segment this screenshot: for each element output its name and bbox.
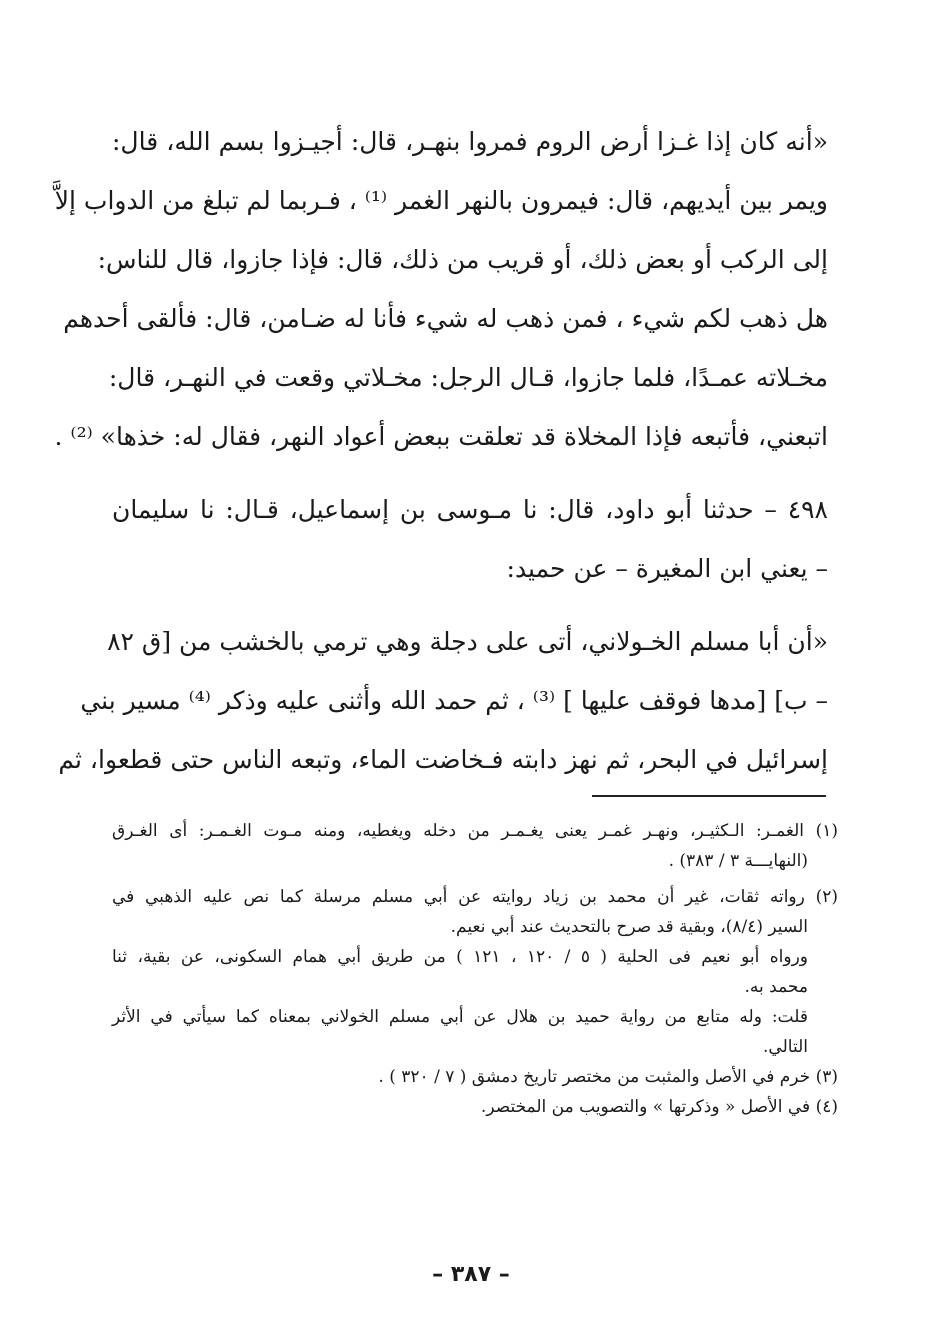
paragraph-gap bbox=[112, 476, 828, 490]
footnote-line: التالي. bbox=[763, 1037, 808, 1057]
main-text-body bbox=[54, 122, 828, 799]
text-line: – ب] [مدها فوقف عليها ] ⁽³⁾ ، ثم حمد الله وأثنى عليه وذكر ⁽⁴⁾ مسير بني bbox=[80, 686, 828, 715]
page-number: – ٣٨٧ – bbox=[432, 1262, 510, 1287]
footnote-line: (٤) في الأصل « وذكرتها » والتصويب من المختصر. bbox=[480, 1097, 838, 1117]
text-line: «أنه كان إذا غـزا أرض الروم فمروا بنهـر، قال: أجيـزوا بسم الله، قال: bbox=[112, 127, 828, 156]
text-line: – يعني ابن المغيرة – عن حميد: bbox=[506, 554, 828, 583]
text-line: مخـلاته عمـدًا، فلما جازوا، قـال الرجل: مخـلاتي وقعت في النهـر، قال: bbox=[108, 363, 828, 392]
text-line: هل ذهب لكم شيء ، فمن ذهب له شيء فأنا له ضـامن، قال: فألقى أحدهم bbox=[63, 304, 828, 333]
paragraph-gap bbox=[112, 608, 828, 622]
footnote-line: (١) الغمـر: الـكثيـر، ونهـر غمـر يعنى يغـمـر من دخله ويغطيه، ومنه مـوت الغـمـر: أى الغـرق bbox=[112, 821, 838, 841]
footnote-line: قلت: وله متابع من رواية حميد بن هلال عن أبي مسلم الخولاني بمعناه كما سيأتي في الأثر bbox=[112, 1007, 808, 1027]
footnote-line: ورواه أبو نعيم فى الحلية ( ٥ / ١٢٠ ، ١٢١ ) من طريق أبي همام السكونى، عن بقية، ثنا bbox=[112, 947, 808, 967]
text-line: اتبعني، فأتبعه فإذا المخلاة قد تعلقت ببعض أعواد النهر، فقال له: خذها» ⁽²⁾ . bbox=[54, 422, 828, 451]
footnote-line: (٣) خرم في الأصل والمثبت من مختصر تاريخ دمشق ( ٧ / ٣٢٠ ) . bbox=[378, 1067, 838, 1087]
footnote-line: محمد به. bbox=[744, 977, 808, 997]
text-line: إسرائيل في البحر، ثم نهز دابته فـخاضت الماء، وتبعه الناس حتى قطعوا، ثم bbox=[58, 745, 828, 774]
text-line: ٤٩٨ – حدثنا أبو داود، قال: نا مـوسى بن إسماعيل، قـال: نا سليمان bbox=[112, 495, 828, 524]
footnote-divider bbox=[592, 795, 826, 797]
footnote-line: (٢) رواته ثقات، غير أن محمد بن زياد روايته عن أبي مسلم مرسلة كما نص عليه الذهبي في bbox=[112, 887, 838, 907]
footnotes bbox=[112, 818, 838, 1124]
text-line: إلى الركب أو بعض ذلك، أو قريب من ذلك، قال: فإذا جازوا، قال للناس: bbox=[97, 245, 828, 274]
text-line: «أن أبا مسلم الخـولاني، أتى على دجلة وهي ترمي بالخشب من [ق ٨٢ bbox=[107, 627, 828, 656]
footnote-line: (النهايـــة ٣ / ٣٨٣) . bbox=[668, 851, 808, 871]
text-line: ويمر بين أيديهم، قال: فيمرون بالنهر الغمر ⁽¹⁾ ، فـربما لم تبلغ من الدواب إلاَّ bbox=[54, 186, 828, 215]
footnote-line: السير (٨/٤)، وبقية قد صرح بالتحديث عند أبي نعيم. bbox=[450, 917, 808, 937]
